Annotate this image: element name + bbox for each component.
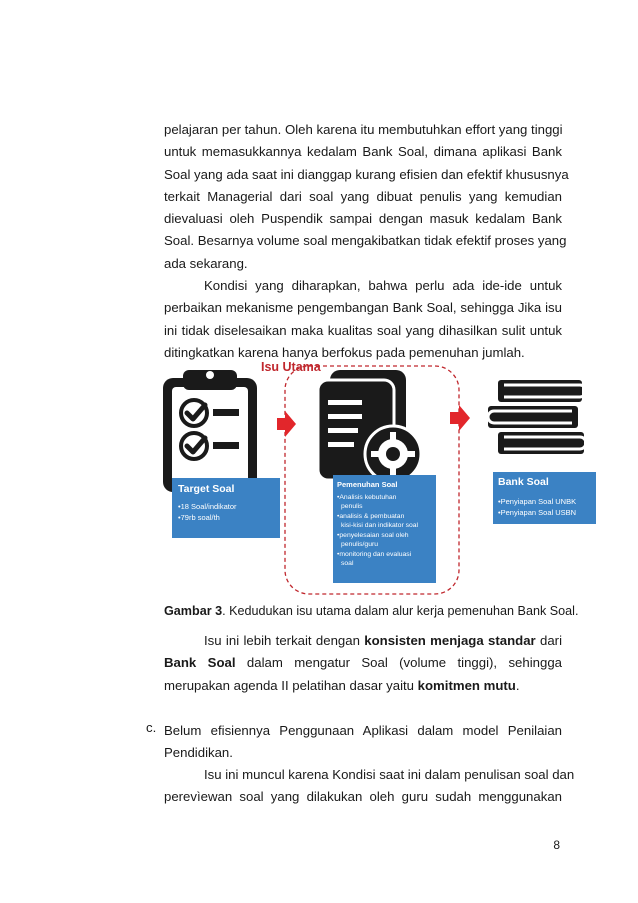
arrow-right-icon (450, 405, 470, 431)
box-item: •79rb soal/th (178, 513, 220, 522)
text-line: dievaluasi oleh Puspendik sampai dengan masuk kedalam Bank (164, 211, 562, 227)
arrow-right-icon (277, 411, 296, 437)
box-item: •penyelesaian soal oleh (337, 532, 409, 539)
box-item: •Analisis kebutuhan (337, 494, 397, 501)
list-marker: c. (146, 720, 157, 735)
text-line (164, 630, 562, 652)
text-line: terkait Managerial dari soal yang dibuat penulis yang kemudian (164, 188, 562, 204)
bank-soal-box (493, 472, 596, 524)
list-item-c (164, 720, 562, 765)
box-title: Pemenuhan Soal (337, 480, 398, 489)
clipboard-checklist-icon (163, 370, 257, 492)
box-item: penulis (341, 503, 363, 510)
text-run: Isu ini lebih terkait dengan (204, 633, 365, 648)
isu-utama-label: Isu Utama (261, 360, 321, 374)
text-run: merupakan agenda II pelatihan dasar yaitu (164, 677, 418, 693)
text-line: untuk memasukkannya kedalam Bank Soal, dimana aplikasi Bank (164, 144, 562, 160)
text-line: Kondisi yang diharapkan, bahwa perlu ada ide-ide untuk (204, 278, 562, 293)
paragraph-4 (164, 764, 575, 809)
target-soal-box (172, 478, 280, 538)
text-run: dalam mengatur Soal (volume tinggi), sehingga (235, 655, 562, 671)
caption-label: Gambar 3 (164, 604, 223, 618)
text-run: dari (535, 633, 563, 648)
box-item: •18 Soal/indikator (178, 502, 237, 511)
box-item: •Penyiapan Soal USBN (498, 508, 577, 517)
text-run-bold: Bank Soal (164, 655, 236, 671)
text-line: ada sekarang. (164, 255, 248, 271)
text-line: ini tidak diselesaikan maka kualitas soal yang dihasilkan sulit untuk (164, 322, 562, 338)
text-line: ditingkatkan karena hanya berfokus pada pemenuhan jumlah. (164, 344, 525, 360)
text-run: . (515, 677, 520, 693)
box-title: Target Soal (178, 483, 235, 495)
text-line (164, 675, 562, 697)
text-run-bold: komitmen mutu (417, 677, 516, 693)
box-item: penulis/guru (341, 541, 379, 548)
box-item: •analisis & pembuatan (337, 513, 405, 520)
books-stack-icon (488, 380, 586, 454)
pemenuhan-soal-box (333, 475, 436, 583)
box-item: •Penyiapan Soal UNBK (498, 497, 577, 506)
text-line (164, 652, 562, 674)
text-line: Isu ini muncul karena Kondisi saat ini dalam penulisan soal dan (204, 767, 575, 782)
paragraph-1 (164, 119, 569, 275)
caption-text: . Kedudukan isu utama dalam alur kerja pemenuhan Bank Soal. (222, 604, 579, 618)
page-number: 8 (553, 838, 560, 852)
text-line: Belum efisiennya Penggunaan Aplikasi dalam model Penilaian (164, 723, 562, 738)
text-run-bold: konsisten menjaga standar (364, 633, 536, 648)
text-line: pelajaran per tahun. Oleh karena itu membutuhkan effort yang tinggi (164, 122, 563, 137)
paragraph-2 (164, 275, 562, 364)
text-line: Soal yang ada saat ini dianggap kurang efisien dan efektif khususnya (164, 166, 569, 182)
text-line: Pendidikan. (164, 745, 233, 761)
text-line: Soal. Besarnya volume soal mengakibatkan tidak efektif proses yang (164, 233, 567, 249)
box-item: soal (341, 560, 354, 567)
box-title: Bank Soal (498, 476, 549, 488)
document-gear-icon (318, 370, 421, 482)
figure-caption (164, 604, 578, 618)
box-item: kisi-kisi dan indikator soal (341, 522, 419, 529)
text-line: perbaikan mekanisme pengembangan Bank Soal, sehingga Jika isu (164, 300, 562, 316)
box-item: •monitoring dan evaluasi (337, 551, 412, 558)
paragraph-3 (164, 630, 562, 697)
text-line: perevìewan soal yang dilakukan oleh guru sudah menggunakan (164, 789, 562, 805)
